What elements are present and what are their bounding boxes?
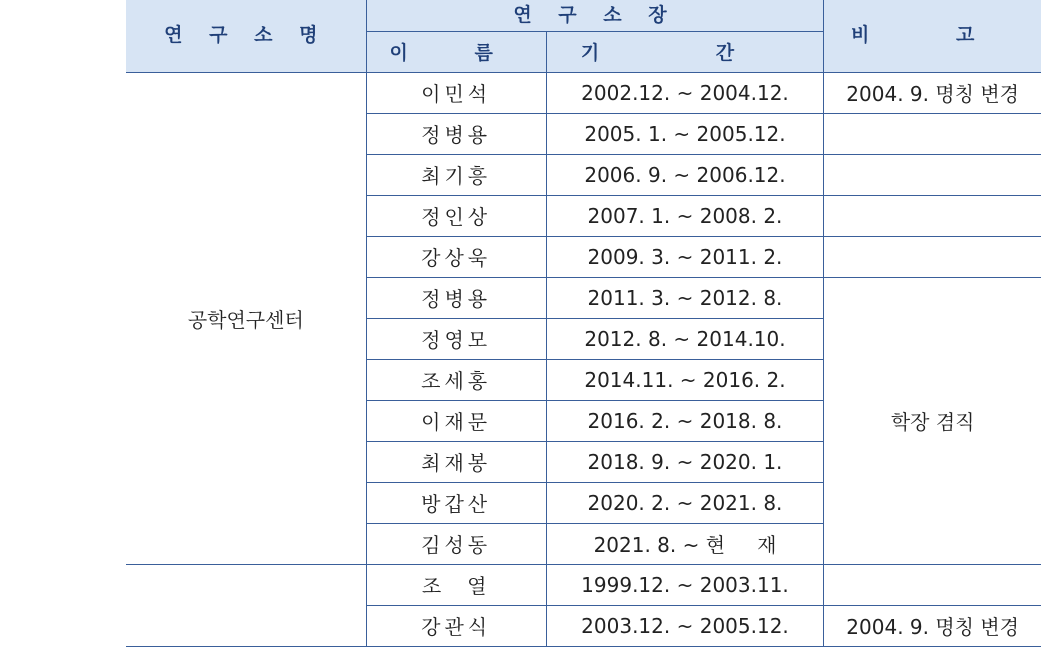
period-cell: 2012. 8. ~ 2014.10. xyxy=(546,318,824,359)
period-cell: 2006. 9. ~ 2006.12. xyxy=(546,154,824,195)
director-name: 정병용 xyxy=(366,113,546,154)
period-cell: 2014.11. ~ 2016. 2. xyxy=(546,359,824,400)
period-cell: 2003.12. ~ 2005.12. xyxy=(546,605,824,646)
director-name: 최기흥 xyxy=(366,154,546,195)
table-row xyxy=(126,72,1041,113)
note-cell xyxy=(824,564,1041,605)
period-cell: 2020. 2. ~ 2021. 8. xyxy=(546,482,824,523)
note-cell xyxy=(824,195,1041,236)
director-name: 정병용 xyxy=(366,277,546,318)
note-cell: 2004. 9. 명칭 변경 xyxy=(824,605,1041,646)
period-cell: 2002.12. ~ 2004.12. xyxy=(546,72,824,113)
director-name: 방갑산 xyxy=(366,482,546,523)
period-cell: 2016. 2. ~ 2018. 8. xyxy=(546,400,824,441)
director-name: 조세홍 xyxy=(366,359,546,400)
note-cell xyxy=(824,236,1041,277)
period-cell: 2011. 3. ~ 2012. 8. xyxy=(546,277,824,318)
center-name-cell: 공학연구센터 xyxy=(126,72,366,564)
header-period: 기 간 xyxy=(546,31,824,72)
director-name: 정인상 xyxy=(366,195,546,236)
header-center-name: 연 구 소 명 xyxy=(126,0,366,72)
period-cell: 2005. 1. ~ 2005.12. xyxy=(546,113,824,154)
director-name: 이재문 xyxy=(366,400,546,441)
director-name: 조 열 xyxy=(366,564,546,605)
period-cell: 2018. 9. ~ 2020. 1. xyxy=(546,441,824,482)
period-cell: 2009. 3. ~ 2011. 2. xyxy=(546,236,824,277)
header-director: 연 구 소 장 xyxy=(366,0,824,31)
header-note: 비 고 xyxy=(824,0,1041,72)
center-name-cell-2 xyxy=(126,564,366,646)
table-row xyxy=(126,564,1041,605)
director-name: 강관식 xyxy=(366,605,546,646)
period-cell: 2021. 8. ~ 현 재 xyxy=(546,523,824,564)
period-cell: 2007. 1. ~ 2008. 2. xyxy=(546,195,824,236)
note-cell xyxy=(824,113,1041,154)
research-center-directors-table xyxy=(126,0,1041,647)
note-cell xyxy=(824,154,1041,195)
period-cell: 1999.12. ~ 2003.11. xyxy=(546,564,824,605)
director-name: 김성동 xyxy=(366,523,546,564)
note-dean-concurrent: 학장 겸직 xyxy=(824,277,1041,564)
director-name: 강상욱 xyxy=(366,236,546,277)
note-cell: 2004. 9. 명칭 변경 xyxy=(824,72,1041,113)
director-name: 정영모 xyxy=(366,318,546,359)
header-name: 이 름 xyxy=(366,31,546,72)
director-name: 최재봉 xyxy=(366,441,546,482)
director-name: 이민석 xyxy=(366,72,546,113)
